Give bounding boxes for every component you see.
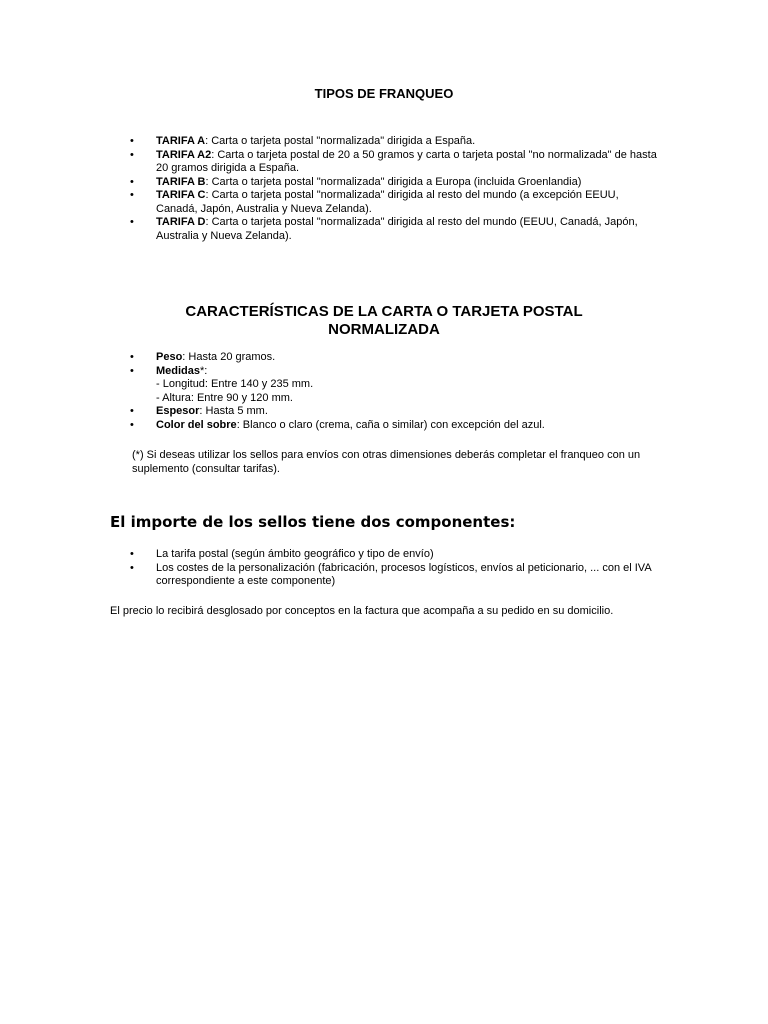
caracteristicas-list (130, 351, 660, 432)
bullet-icon: • (130, 561, 134, 574)
title-caracteristicas-line-2: NORMALIZADA (328, 320, 440, 338)
espesor-label: Espesor (156, 405, 200, 417)
nota-suplemento: (*) Si deseas utilizar los sellos para envíos con otras dimensiones deberás completar el franqueo con un suplemento (consultar tarifas). (132, 449, 641, 475)
list-item-costes (130, 562, 660, 589)
title-caracteristicas-line-1: CARACTERÍSTICAS DE LA CARTA O TARJETA POSTAL (185, 303, 583, 320)
bullet-icon: • (130, 175, 134, 188)
list-item-espesor (130, 405, 660, 419)
medidas-suffix: *: (200, 364, 208, 377)
tarifas-list (130, 135, 660, 243)
list-item-medidas (130, 365, 660, 406)
tarifa-text: : Carta o tarjeta postal "normalizada" dirigida al resto del mundo (EEUU, Canadá, Japón, Australia y Nueva Zelanda). (156, 216, 638, 242)
bullet-icon: • (130, 189, 134, 201)
tarifa-label: TARIFA B (156, 175, 206, 188)
bullet-icon: • (130, 135, 134, 147)
color-label: Color del sobre (156, 418, 237, 431)
bullet-icon: • (130, 418, 134, 431)
list-item-color (130, 419, 660, 433)
componente-text: Los costes de la personalización (fabricación, procesos logísticos, envíos al peticionario, ... con el IVA correspondiente a este componente) (156, 561, 652, 587)
bullet-icon: • (130, 364, 134, 377)
list-item-tarifa-a (130, 135, 660, 149)
tarifa-label: TARIFA A (156, 135, 206, 147)
peso-text: : Hasta 20 gramos. (182, 351, 276, 363)
peso-label: Peso (156, 351, 183, 363)
list-item-tarifa-a2 (130, 149, 660, 176)
medidas-label: Medidas (156, 364, 201, 377)
list-item-tarifa-postal (130, 548, 660, 562)
tarifa-label: TARIFA A2 (156, 148, 212, 161)
medidas-longitud: - Longitud: Entre 140 y 235 mm. (156, 378, 314, 390)
list-item-tarifa-b (130, 176, 660, 190)
tarifa-text: : Carta o tarjeta postal "normalizada" dirigida a Europa (incluida Groenlandia) (205, 175, 582, 188)
heading-importe: El importe de los sellos tiene dos componentes: (110, 513, 516, 531)
tarifa-label: TARIFA C (156, 189, 206, 201)
medidas-altura: - Altura: Entre 90 y 120 mm. (156, 391, 293, 404)
bullet-icon: • (130, 351, 134, 363)
title-caracteristicas (0, 303, 768, 338)
componentes-list (130, 548, 660, 589)
bullet-icon: • (130, 148, 134, 161)
tarifa-text: : Carta o tarjeta postal "normalizada" dirigida a España. (205, 135, 476, 147)
componente-text: La tarifa postal (según ámbito geográfico y tipo de envío) (156, 548, 434, 560)
list-item-tarifa-c (130, 189, 660, 216)
color-text: : Blanco o claro (crema, caña o similar) con excepción del azul. (236, 418, 545, 431)
texto-cierre: El precio lo recibirá desglosado por conceptos en la factura que acompaña a su pedido en su domicilio. (110, 605, 614, 617)
list-item-tarifa-d (130, 216, 660, 243)
bullet-icon: • (130, 216, 134, 228)
bullet-icon: • (130, 548, 134, 560)
tarifa-text: : Carta o tarjeta postal de 20 a 50 gramos y carta o tarjeta postal "no normalizada" de hasta 20 gramos dirigida a España. (156, 148, 657, 174)
bullet-icon: • (130, 405, 134, 417)
tarifa-label: TARIFA D (156, 216, 206, 228)
tarifa-text: : Carta o tarjeta postal "normalizada" dirigida al resto del mundo (a excepción EEUU, Canadá, Japón, Australia y Nueva Zelanda). (156, 189, 619, 215)
list-item-peso (130, 351, 660, 365)
espesor-text: : Hasta 5 mm. (199, 405, 268, 417)
title-tipos-franqueo: TIPOS DE FRANQUEO (314, 86, 454, 101)
